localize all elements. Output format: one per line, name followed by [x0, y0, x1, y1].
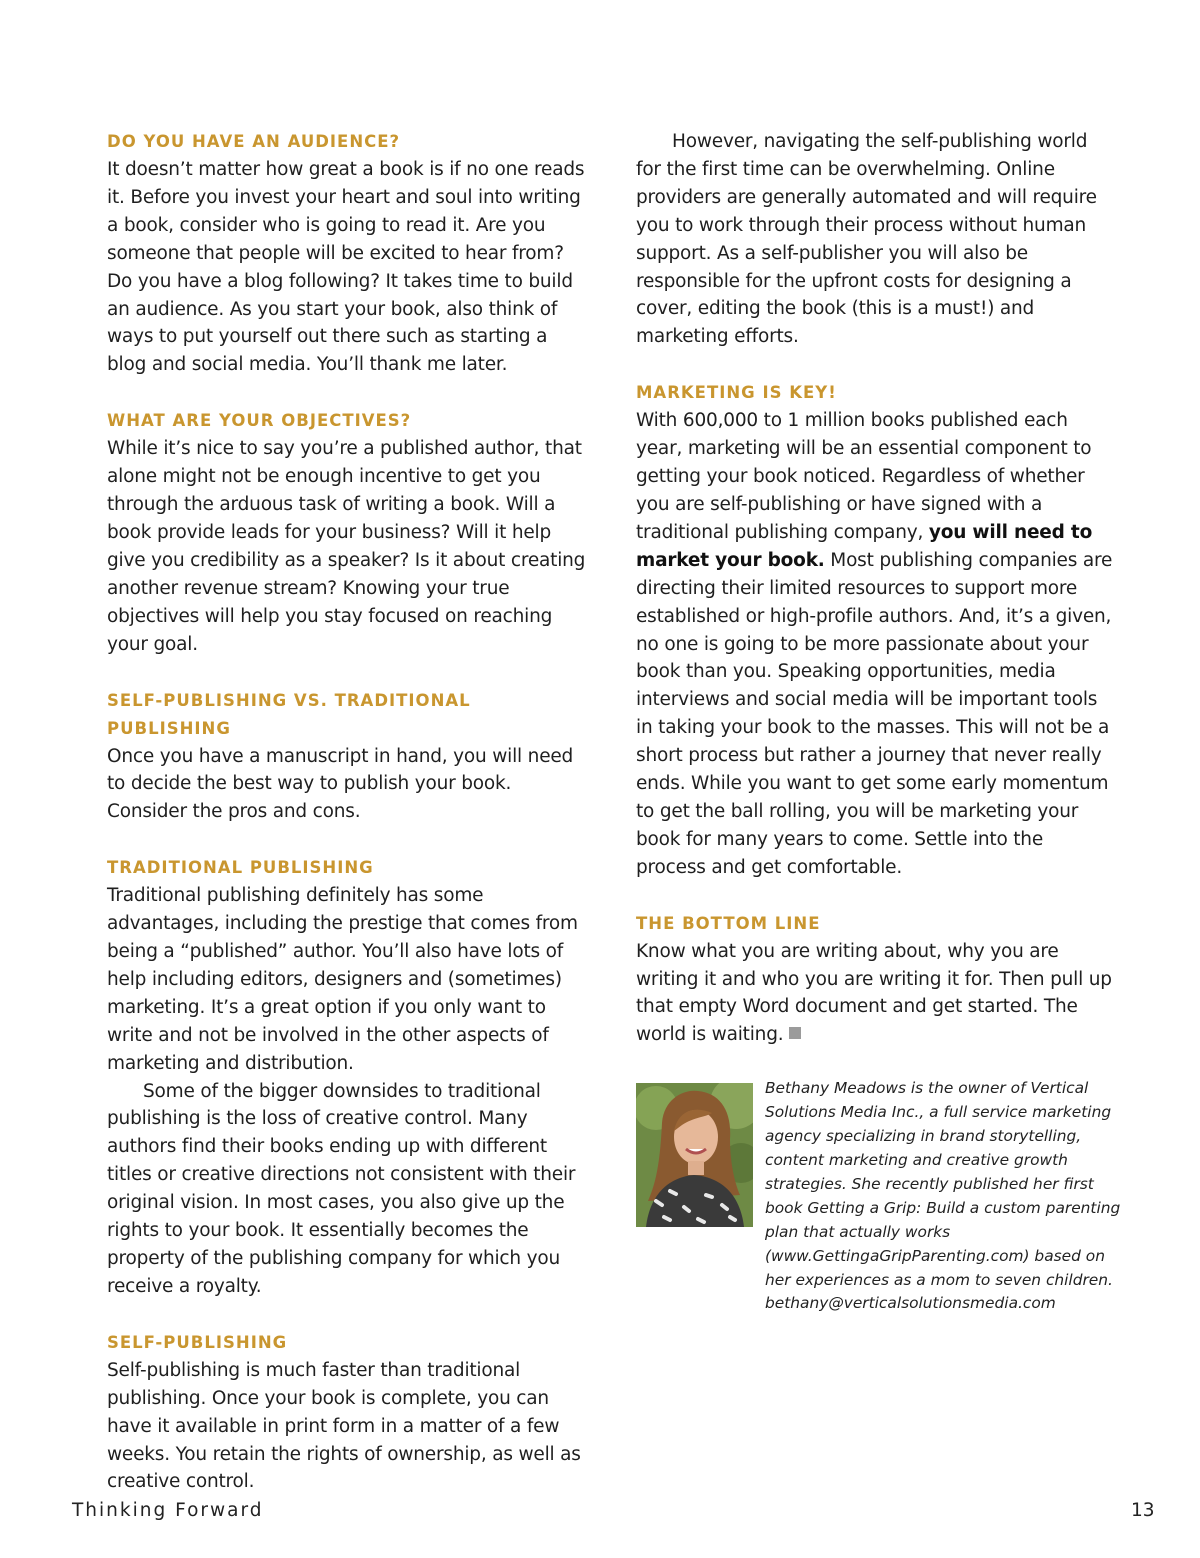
right-column — [636, 128, 1121, 1313]
section-heading: MARKETING IS KEY! — [636, 383, 837, 403]
section-body: It doesn’t matter how great a book is if no one reads it. Before you invest your heart and soul into writing a book, consider who is going to read it. Are you someone that people will be excited to hear from? Do you have a blog following? It takes time to build an audience. As you start your book, also think of ways to put yourself out there such as starting a blog and social media. You’ll thank me later. — [107, 159, 585, 376]
section-body: Traditional publishing definitely has some advantages, including the prestige that comes from being a “published” author. You’ll also have lots of help including editors, designers and (sometimes) marketing. It’s a great option if you only want to write and not be involved in the other aspects of marketing and distribution. — [107, 885, 578, 1074]
section-self-publishing-continued — [636, 128, 1116, 351]
section-self-vs-traditional — [107, 687, 587, 827]
section-body-continued: Some of the bigger downsides to traditional publishing is the loss of creative control. Many authors find their books ending up with different titles or creative directions not consistent with their original vision. In most cases, you also give up the rights to your book. It essentially becomes the property of the publishing company for which you receive a royalty. — [107, 1080, 576, 1297]
section-heading: SELF-PUBLISHING VS. TRADITIONAL PUBLISHING — [107, 690, 471, 738]
section-heading: WHAT ARE YOUR OBJECTIVES? — [107, 411, 412, 431]
section-objectives — [107, 407, 587, 658]
section-body — [636, 938, 1116, 1050]
end-mark-icon — [789, 1027, 801, 1039]
section-body: Once you have a manuscript in hand, you will need to decide the best way to publish your book. Consider the pros and cons. — [107, 745, 574, 823]
section-heading: DO YOU HAVE AN AUDIENCE? — [107, 132, 401, 151]
body-text: With 600,000 to 1 million books published each year, marketing will be an essential component to getting your book noticed. Regardless of whether you are self-publishing or have signed with a traditional publishing company, — [636, 410, 1092, 543]
section-heading: TRADITIONAL PUBLISHING — [107, 858, 374, 878]
section-heading: THE BOTTOM LINE — [636, 913, 821, 933]
publication-title: Thinking Forward — [72, 1500, 264, 1521]
section-body: However, navigating the self-publishing world for the first time can be overwhelming. Online providers are generally automated and will require you to work through their process without human support. As a self-publisher you will also be responsible for the upfront costs for designing a cover, editing the book (this is a must!) and marketing efforts. — [636, 131, 1097, 348]
section-body: Self-publishing is much faster than traditional publishing. Once your book is complete, you can have it available in print form in a matter of a few weeks. You retain the rights of ownership, as well as creative control. — [107, 1359, 581, 1493]
body-text: Know what you are writing about, why you are writing it and who you are writing it for. Then pull up that empty Word document and get started. The world is waiting. — [636, 940, 1112, 1046]
author-bio — [636, 1077, 1121, 1313]
bio-text — [765, 1077, 1130, 1316]
bio-email-link[interactable]: bethany@verticalsolutionsmedia.com — [765, 1294, 1056, 1313]
body-text: Most publishing companies are directing their limited resources to support more established or high-profile authors. And, it’s a given, no one is going to be more passionate about your book than you. Speaking opportunities, media interviews and social media will be important tools in taking your book to the masses. This will not be a short process but rather a journey that never really ends. While you want to get some early momentum to get the ball rolling, you will be marketing your book for many years to come. Settle into the process and get comfortable. — [636, 549, 1113, 878]
section-self-publishing — [107, 1329, 587, 1497]
section-body — [636, 407, 1116, 881]
bio-description: Bethany Meadows is the owner of Vertical Solutions Media Inc., a full service marketing agency specializing in brand storytelling, content marketing and creative growth strategies. She recently published her first book Getting a Grip: Build a custom parenting plan that actually works (www.GettingaGripParenting.com) based on her experiences as a mom to seven children. — [765, 1079, 1121, 1289]
left-column — [107, 128, 587, 1524]
section-marketing — [636, 379, 1116, 881]
emphasis-text: you will need to market your book. — [636, 521, 1093, 571]
section-traditional-publishing — [107, 854, 587, 1301]
author-photo — [636, 1083, 753, 1227]
section-bottom-line — [636, 910, 1116, 1050]
page-number: 13 — [1131, 1500, 1155, 1521]
section-heading: SELF-PUBLISHING — [107, 1332, 288, 1352]
section-body: While it’s nice to say you’re a published author, that alone might not be enough incentive to get you through the arduous task of writing a book. Will a book provide leads for your business? Will it help give you credibility as a speaker? Is it about creating another revenue stream? Knowing your true objectives will help you stay focused on reaching your goal. — [107, 438, 586, 655]
section-audience — [107, 128, 587, 379]
